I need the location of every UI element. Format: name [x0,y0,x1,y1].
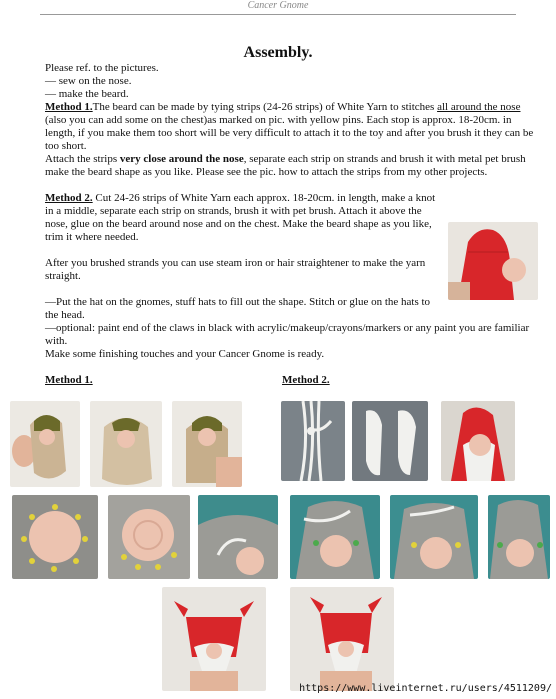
nose-with-pins-photo [12,495,98,579]
attach-strip-step-3-photo [390,495,478,579]
method2-text: Cut 24-26 strips of White Yarn each approx. 18-20cm. in length, make a knot in a middle, separate each strip on strands, brush it with pet brush. Attach it above the nose, glue on the beard around nose and on the chest. Make the beard shape as you like, trim it where needed. [45,192,436,243]
white-yarn-knot-photo [281,401,345,481]
method1-column-label: Method 1. [45,374,93,386]
method1-text-c: Attach the strips [45,153,120,165]
attach-strip-step-2-photo [290,495,380,579]
finish-line-2: —optional: paint end of the claws in black with acrylic/makeup/crayons/markers or any paint you are familiar with. [45,322,530,347]
intro-line-1: Please ref. to the pictures. [45,62,159,74]
blonde-beard-photo-3 [172,401,242,487]
method1-text-d: , separate each strip on strands and brush it with metal pet brush make the beard shape as you like. Please see the pic. how to attach the strips from my other projects. [45,153,526,178]
method1-paragraph [45,101,535,153]
page-title: Assembly. [243,44,313,61]
intro-line-3: — make the beard. [45,88,129,100]
blonde-beard-photo-1 [10,401,80,487]
method2-paragraph [45,192,440,244]
method1-paragraph-2 [45,153,535,179]
method1-bold: very close around the nose [119,153,244,165]
attach-strip-step-4-photo [488,495,550,579]
finish-line-3: Make some finishing touches and your Cancer Gnome is ready. [45,348,325,360]
instructions-body [45,62,535,361]
source-url: https://www.liveinternet.ru/users/4511209/ [299,683,552,694]
method1-label: Method 1. [45,101,93,113]
method1-text-a: The beard can be made by tying strips (24-26 strips) of White Yarn to stitches [92,101,438,113]
header-divider [40,14,516,15]
attach-strip-step-1-photo [198,495,278,579]
method2-column-label: Method 2. [282,374,330,386]
blonde-beard-photo-2 [90,401,162,487]
method1-text-b: (also you can add some on the chest)as marked on pic. with yellow pins. Each stop is approx. 18-20cm. in length, if you make them too short will be very difficult to attach it to the toy and after you brush it they can be too short. [45,114,534,152]
gnome-beard-attached-photo [441,401,515,481]
intro-line-2: — sew on the nose. [45,75,132,87]
method2-after: After you brushed strands you can use steam iron or hair straightener to make the yarn straight. [45,257,426,282]
finished-gnome-photo-1 [162,587,266,691]
method1-underlined: all around the nose [437,101,521,113]
brushed-yarn-photo [352,401,428,481]
finish-line-1: —Put the hat on the gnomes, stuff hats to fill out the shape. Stitch or glue on the hats to the head. [45,296,431,321]
finished-gnome-photo-2 [290,587,394,691]
page-header: Cancer Gnome [247,0,309,11]
nose-closeup-pins-photo [108,495,190,579]
hat-gnome-photo [448,222,538,300]
method2-label: Method 2. [45,192,93,204]
